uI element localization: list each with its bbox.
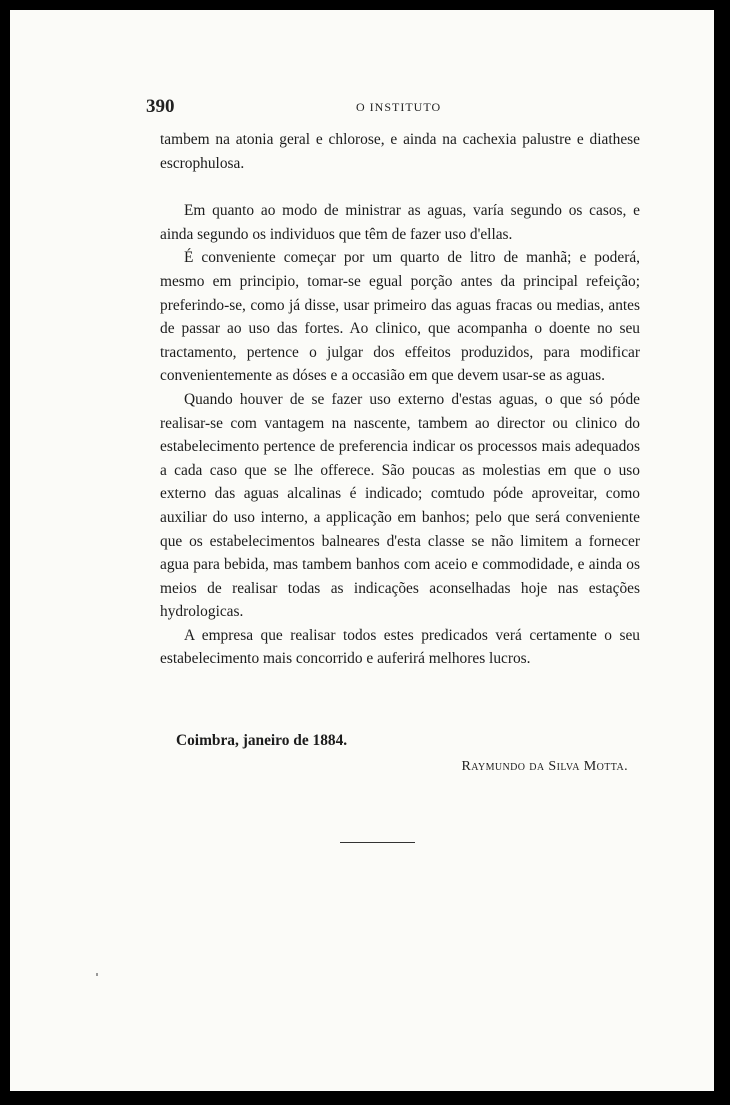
divider-rule (340, 842, 415, 843)
paragraph: Quando houver de se fazer uso externo d'estas aguas, o que só póde realisar-se com vantagem na nascente, tambem ao director ou clinico do estabelecimento pertence de preferencia indicar os processos mais adequados a cada caso que se lhe offerece. São poucas as molestias em que o uso externo das aguas alcalinas é indicado; comtudo póde aproveitar, como auxiliar do uso interno, a applicação em banhos; pelo que será conveniente que os estabelecimentos balneares d'esta classe se não limitem a fornecer agua para bebida, mas tambem banhos com aceio e commodidade, e ainda os meios de realisar todas as indicações aconselhadas hoje nas estações hydrologicas. (160, 390, 640, 621)
body-text (160, 128, 640, 671)
page (10, 10, 714, 1091)
dateline: Coimbra, janeiro de 1884. (176, 732, 348, 749)
page-number: 390 (146, 96, 175, 117)
running-head: O INSTITUTO (356, 100, 442, 114)
author-signature: Raymundo da Silva Motta. (461, 759, 628, 774)
paragraph: tambem na atonia geral e chlorose, e ainda na cachexia palustre e diathese escrophulosa. (160, 131, 640, 172)
paragraph: Em quanto ao modo de ministrar as aguas, varía segundo os casos, e ainda segundo os individuos que têm de fazer uso d'ellas. (160, 202, 640, 243)
page-header (146, 96, 640, 118)
paragraph: É conveniente começar por um quarto de litro de manhã; e poderá, mesmo em principio, tomar-se egual porção antes da principal refeição; preferindo-se, como já disse, usar primeiro das aguas fracas ou medias, antes de passar ao uso das fortes. Ao clinico, que acompanha o doente no seu tractamento, pertence o julgar dos effeitos produzidos, para modificar convenientemente as dóses e a occasião em que devem usar-se as aguas. (160, 249, 640, 385)
paragraph: A empresa que realisar todos estes predicados verá certamente o seu estabelecimento mais concorrido e auferirá melhores lucros. (160, 626, 640, 668)
paper-speck (96, 973, 98, 976)
